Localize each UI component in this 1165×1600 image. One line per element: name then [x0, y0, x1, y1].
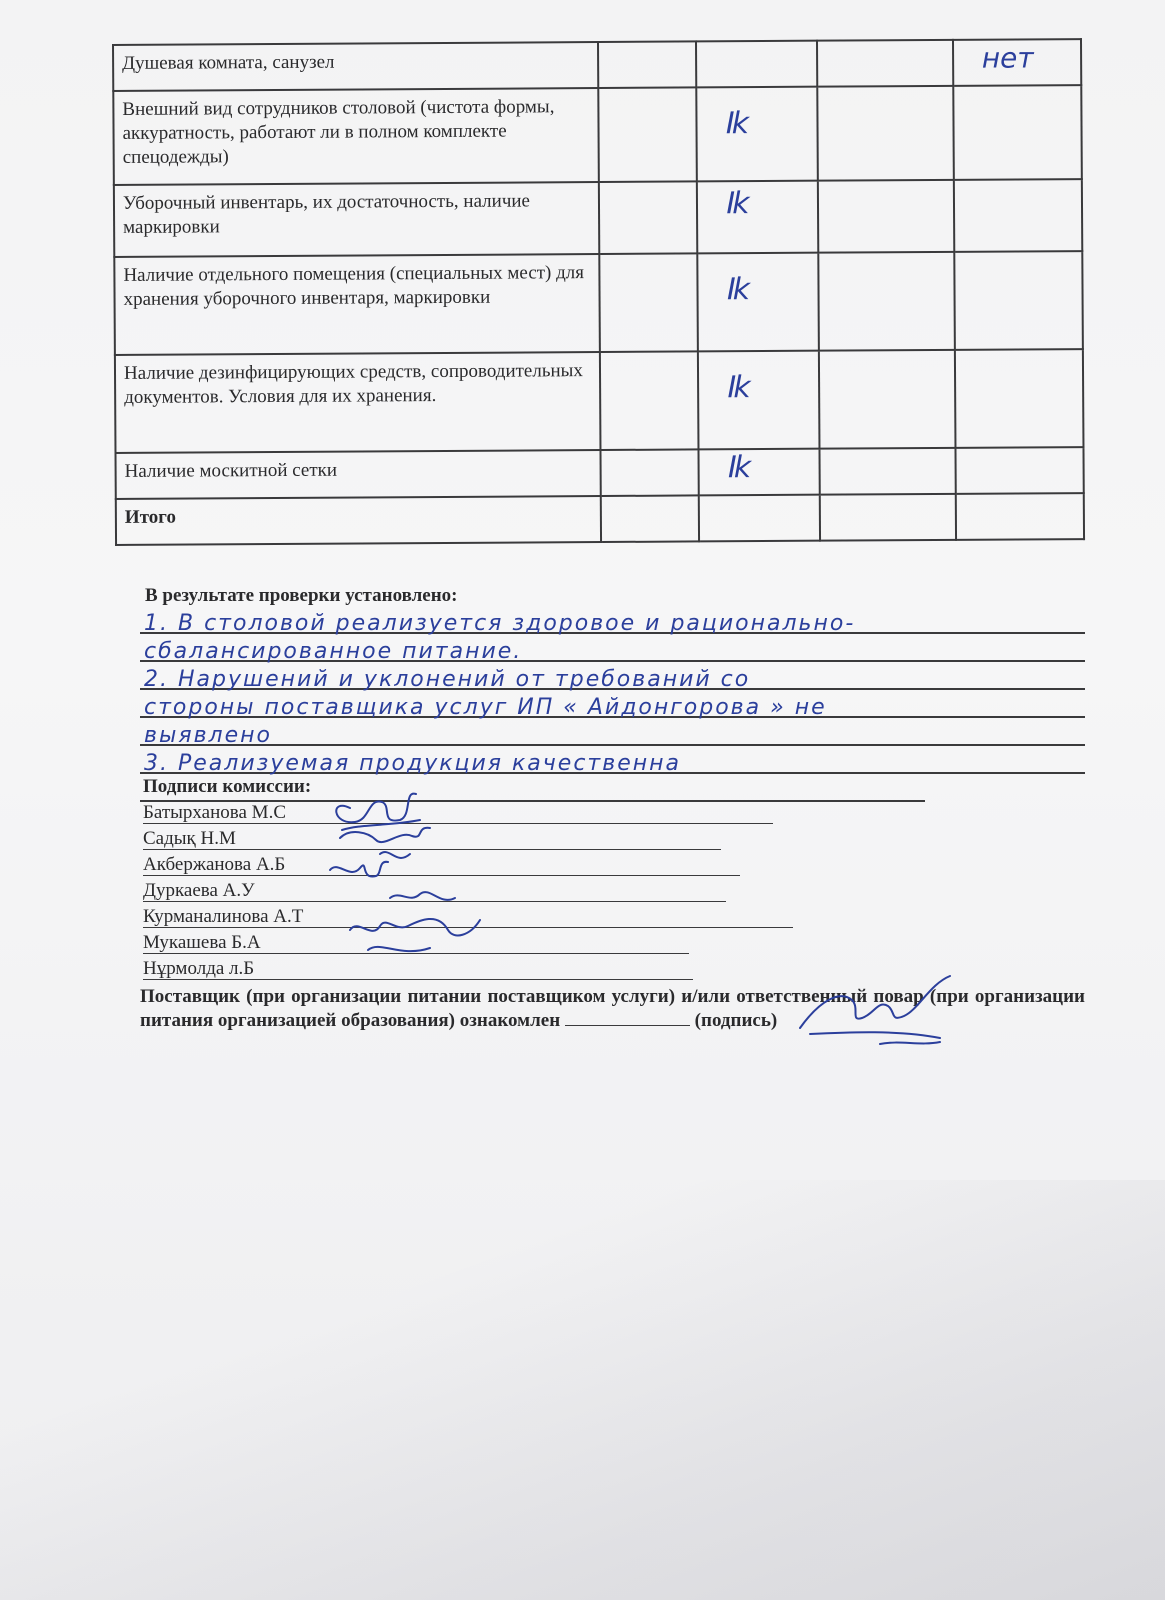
table-row-total [116, 493, 1084, 545]
supplier-acknowledgement: Поставщик (при организации питании поставщиком услуги) и/или ответственный повар (при организации питания организацией образования) ознакомлен (подпись) [140, 986, 1085, 1031]
mark-cell [699, 449, 820, 496]
signature-row: Батырханова М.С [143, 800, 803, 826]
row-label: Уборочный инвентарь, их достаточность, наличие маркировки [114, 182, 599, 257]
mark-cell [698, 253, 819, 352]
table-row [113, 85, 1082, 185]
mark-cell [817, 40, 953, 87]
finding-line: 3. Реализуемая продукция качественна [140, 750, 1085, 774]
mark-cell [819, 448, 955, 495]
mark-cell [819, 350, 956, 449]
row-label: Внешний вид сотрудников столовой (чистота формы, аккуратность, работают ли в полном комплекте спецодежды) [113, 88, 598, 185]
table-row [115, 349, 1084, 453]
page-shadow [0, 1180, 1165, 1600]
handwritten-mark: Ik [725, 106, 747, 142]
row-label: Наличие москитной сетки [115, 450, 600, 499]
mark-cell [955, 493, 1084, 540]
handwritten-mark: Ik [726, 272, 748, 308]
mark-cell [598, 87, 697, 182]
finding-line: сбалансированное питание. [140, 638, 1085, 662]
handwritten-mark: нет [981, 41, 1034, 75]
signature-scribbles [320, 780, 560, 980]
table-row [114, 251, 1083, 355]
mark-cell [954, 179, 1083, 252]
mark-cell [953, 85, 1082, 180]
handwritten-mark: Ik [727, 450, 749, 486]
result-title: В результате проверки установлено: [145, 585, 458, 606]
mark-cell [599, 181, 698, 254]
mark-cell [600, 351, 699, 450]
signature-row: Акбержанова А.Б [143, 852, 803, 878]
supplier-signature [790, 970, 960, 1050]
handwritten-mark: Ik [727, 370, 748, 406]
handwritten-mark: Ik [726, 186, 747, 222]
signature-row: Нұрмолда л.Б [143, 956, 803, 982]
mark-cell [953, 39, 1082, 86]
row-label: Душевая комната, санузел [113, 42, 598, 91]
table-row [114, 179, 1082, 257]
signature-row: Курманалинова А.Т [143, 904, 803, 930]
table-row [115, 447, 1083, 499]
row-label: Наличие дезинфицирующих средств, сопроводительных документов. Условия для их хранения. [115, 352, 600, 453]
mark-cell [697, 87, 818, 182]
signature-row: Дуркаева А.У [143, 878, 803, 904]
signature-row: Садық Н.М [143, 826, 803, 852]
finding-line: выявлено [140, 722, 1085, 746]
mark-cell [697, 181, 818, 254]
row-label: Итого [116, 496, 601, 545]
mark-cell [601, 495, 700, 542]
row-label: Наличие отдельного помещения (специальных мест) для хранения уборочного инвентаря, маркировки [114, 254, 599, 355]
finding-line: 2. Нарушений и уклонений от требований со [140, 666, 1085, 690]
mark-cell [698, 351, 819, 450]
signature-line [565, 1009, 690, 1026]
mark-cell [599, 253, 698, 352]
inspection-table [112, 38, 1085, 546]
finding-line: стороны поставщика услуг ИП « Айдонгорова » не [140, 694, 1085, 718]
mark-cell [699, 495, 820, 542]
signature-row: Мукашева Б.А [143, 930, 803, 956]
finding-line: 1. В столовой реализуется здоровое и рационально- [140, 610, 1085, 634]
mark-cell [600, 449, 699, 496]
signatures-title: Подписи комиссии: [143, 776, 312, 797]
mark-cell [818, 180, 954, 253]
mark-cell [696, 41, 817, 88]
mark-cell [820, 494, 956, 541]
mark-cell [955, 349, 1084, 448]
mark-cell [598, 41, 697, 88]
mark-cell [818, 252, 955, 351]
table-row [113, 39, 1081, 91]
mark-cell [954, 251, 1083, 350]
mark-cell [817, 86, 954, 181]
mark-cell [955, 447, 1084, 494]
